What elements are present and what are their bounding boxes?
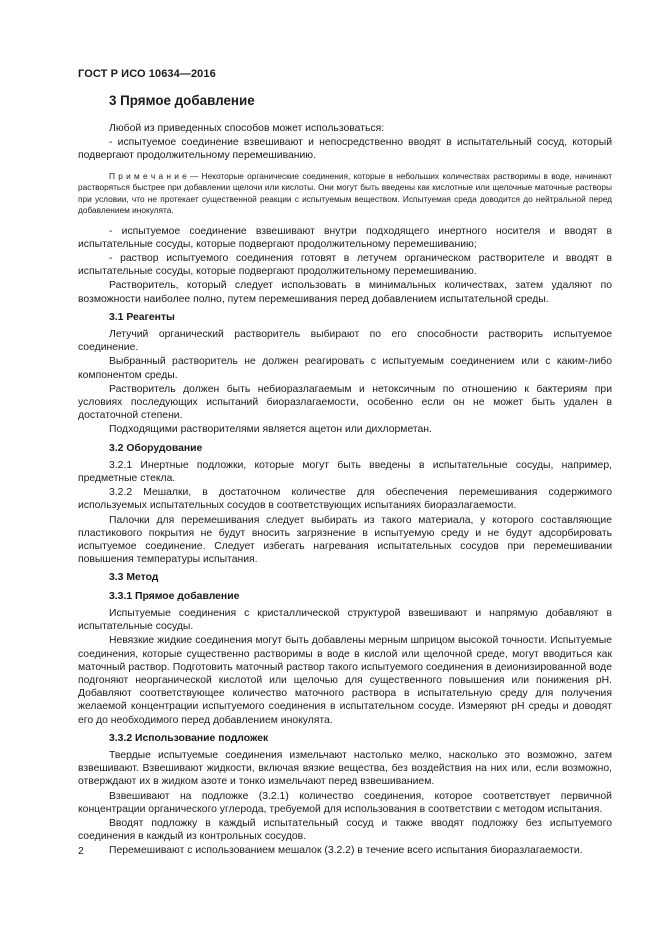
page-number: 2 xyxy=(78,846,84,857)
subsection-title-3-3-1: 3.3.1 Прямое добавление xyxy=(109,590,240,602)
paragraph: Подходящими растворителями является ацетон или дихлорметан. xyxy=(109,424,432,436)
paragraph: Твердые испытуемые соединения измельчают настолько мелко, насколько это возможно, затем взвешивают. Взвешивают жидкости, включая вязкие вещества, без воздействия на них или, если возможно, отверждают их в жидком азоте и тонко измельчают перед взвешиванием. xyxy=(78,749,612,788)
list-item: - испытуемое соединение взвешивают и непосредственно вводят в испытательный сосуд, который подвергают продолжительному перемешиванию. xyxy=(78,137,612,162)
paragraph: Испытуемые соединения с кристаллической структурой взвешивают и напрямую добавляют в испытательные сосуды. xyxy=(78,607,612,633)
paragraph: Выбранный растворитель не должен реагировать с испытуемым соединением или с каким-либо компонентом среды. xyxy=(78,356,612,381)
list-item: - испытуемое соединение взвешивают внутри подходящего инертного носителя и вводят в испытательные сосуды, которые подвергают продолжительному перемешиванию; xyxy=(78,225,612,250)
section-title: 3 Прямое добавление xyxy=(109,93,255,108)
document-body xyxy=(78,93,612,859)
document-header: ГОСТ Р ИСО 10634—2016 xyxy=(78,68,216,80)
subsection-title-3-3-2: 3.3.2 Использование подложек xyxy=(109,732,269,744)
note: П р и м е ч а н и е — Некоторые органические соединения, которые в небольших количествах растворимы в воде, начинают растворяться быстрее при добавлении щелочи или кислоты. Они могут быть введены как кислотные или щелочные маточные растворы при условии, что не протекает существенной реакции с испытуемым веществом. Испытуемая среда доводится до нейтральной перед добавлением инокулята. xyxy=(78,170,612,216)
paragraph: Перемешивают с использованием мешалок (3.2.2) в течение всего испытания биоразлагаемости. xyxy=(109,845,583,857)
subsection-title-3-3: 3.3 Метод xyxy=(109,572,159,584)
paragraph: Вводят подложку в каждый испытательный сосуд и также вводят подложку без испытуемого соединения в каждый из контрольных сосудов. xyxy=(78,817,612,843)
paragraph: Любой из приведенных способов может использоваться: xyxy=(109,123,385,134)
paragraph: Растворитель, который следует использовать в минимальных количествах, затем удаляют по возможности наиболее полно, путем перемешивания перед добавлением испытательной среды. xyxy=(78,280,612,305)
paragraph: Летучий органический растворитель выбирают по его способности растворить испытуемое соединение. xyxy=(78,329,612,354)
list-item: - раствор испытуемого соединения готовят в летучем органическом растворителе и вводят в испытательные сосуды, которые подвергают продолжительному перемешиванию. xyxy=(78,253,612,278)
paragraph: Невязкие жидкие соединения могут быть добавлены мерным шприцом высокой точности. Испытуемые соединения, которые существенно растворимы в воде в кислой или щелочной среде, могут вводиться как маточный раствор. Подготовить маточный раствор такого испытуемого соединения в деионизированной воде подгоняют неорганической кислотой или щелочью для существенного повышения или понижения pH. Добавляют соответствующее количество маточного раствора в испытательную среду для получения желаемой концентрации испытуемого соединения в испытательном сосуде. Измеряют pH среды и доводят его до необходимого перед добавлением инокулята. xyxy=(78,635,612,726)
paragraph: 3.2.1 Инертные подложки, которые могут быть введены в испытательные сосуды, например, предметные стекла. xyxy=(78,459,612,485)
subsection-title-3-1: 3.1 Реагенты xyxy=(109,311,175,323)
subsection-title-3-2: 3.2 Оборудование xyxy=(109,442,203,454)
paragraph: Растворитель должен быть небиоразлагаемым и нетоксичным по отношению к бактериям при условиях последующих испытаний биоразлагаемости, особенно если он не может быть удален в достаточной степени. xyxy=(78,383,612,422)
paragraph: Палочки для перемешивания следует выбирать из такого материала, у которого составляющие пластикового покрытия не будут вносить загрязнение в испытуемую среду и не будут адсорбировать испытуемое соединение. Следует избегать нагревания испытательных сосудов при перемешивании повышения температуры испытания. xyxy=(78,514,612,566)
paragraph: 3.2.2 Мешалки, в достаточном количестве для обеспечения перемешивания содержимого используемых испытательных сосудов в соответствующих испытаниях биоразлагаемости. xyxy=(78,487,612,512)
paragraph: Взвешивают на подложке (3.2.1) количество соединения, которое соответствует первичной концентрации органического углерода, требуемой для использования в соответствии с методом испытания. xyxy=(78,790,612,815)
